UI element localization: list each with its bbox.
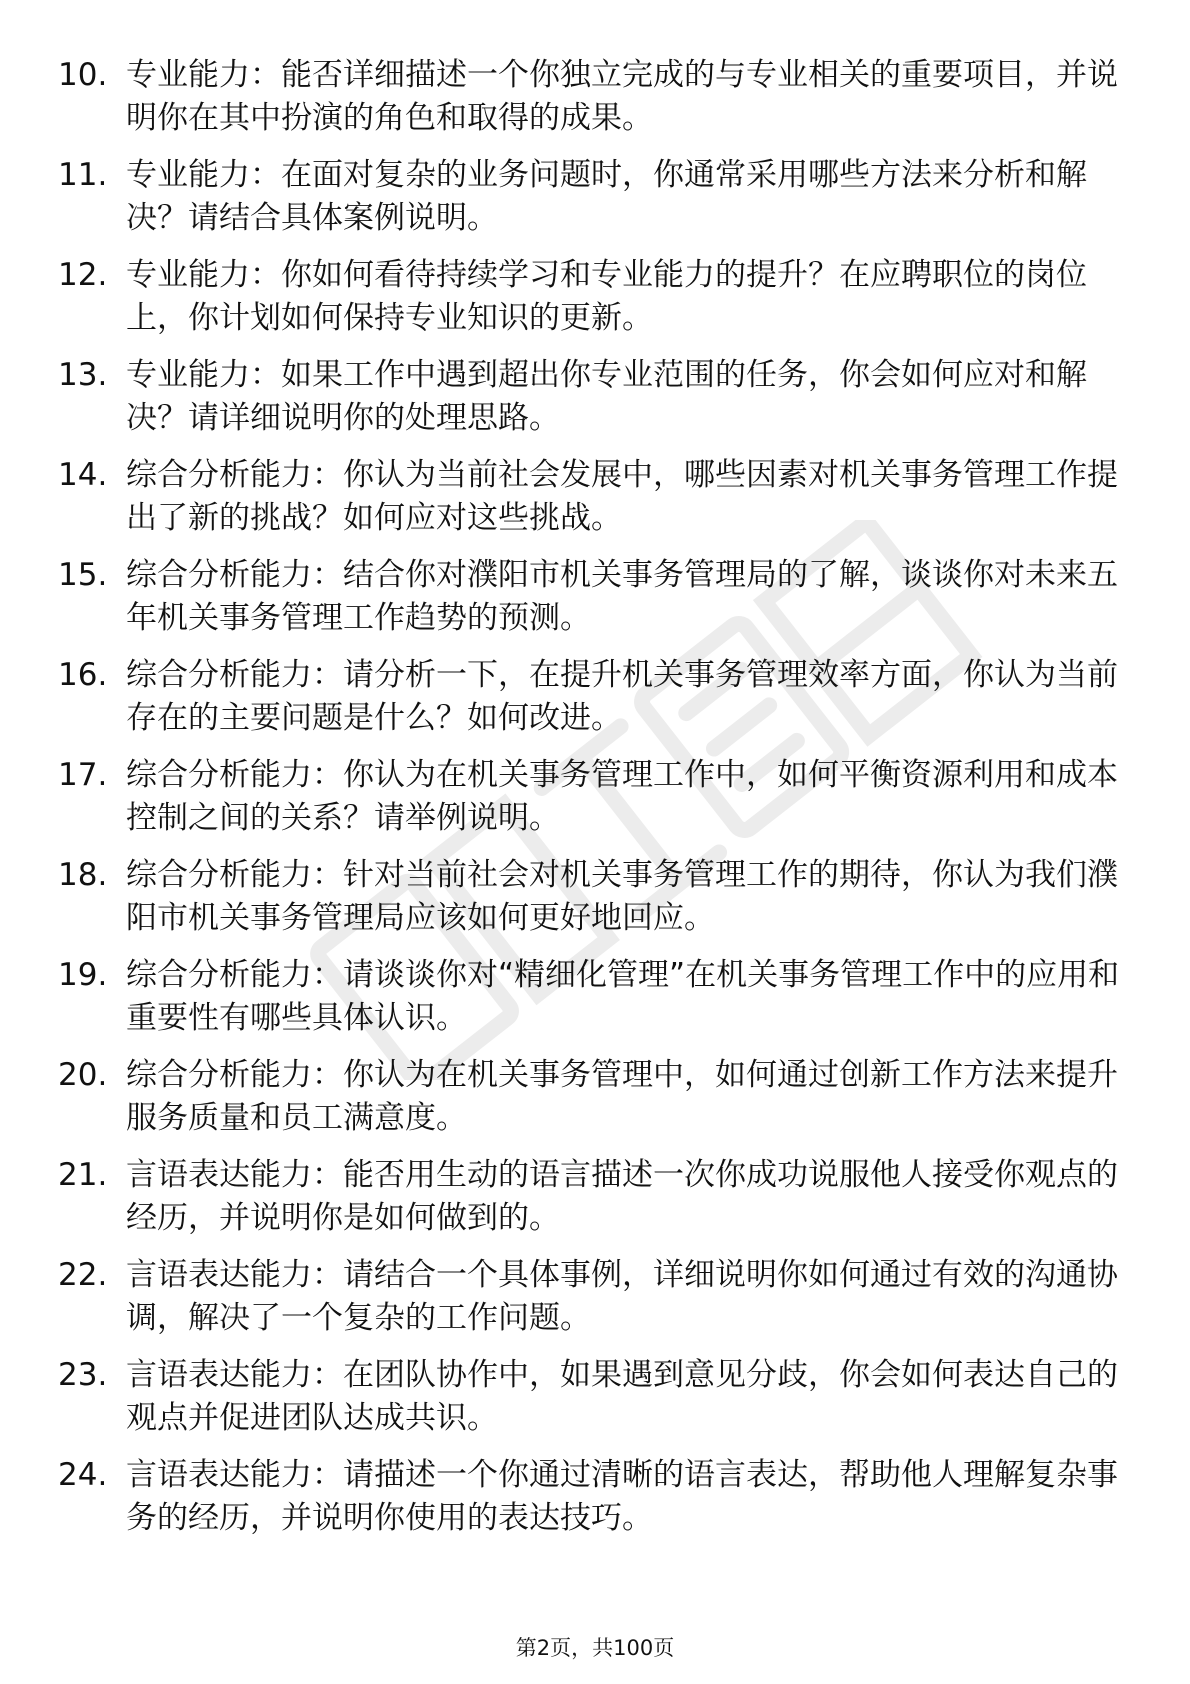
question-text: 专业能力：如果工作中遇到超出你专业范围的任务，你会如何应对和解决？请详细说明你的处理思路。	[126, 357, 1087, 436]
page-footer	[0, 1632, 1190, 1662]
question-item	[58, 954, 1126, 1040]
question-text: 综合分析能力：你认为在机关事务管理工作中，如何平衡资源利用和成本控制之间的关系？请举例说明。	[126, 757, 1118, 836]
question-number: 21.	[58, 1157, 108, 1193]
question-number: 24.	[58, 1457, 108, 1493]
page-number-label: 第2页，共100页	[515, 1636, 675, 1660]
question-text: 综合分析能力：针对当前社会对机关事务管理工作的期待，你认为我们濮阳市机关事务管理局应该如何更好地回应。	[126, 857, 1118, 936]
question-number: 15.	[58, 557, 108, 593]
question-number: 23.	[58, 1357, 108, 1393]
question-item	[58, 1354, 1126, 1440]
question-item	[58, 1154, 1126, 1240]
question-text: 言语表达能力：请结合一个具体事例，详细说明你如何通过有效的沟通协调，解决了一个复杂的工作问题。	[126, 1257, 1118, 1336]
question-text: 综合分析能力：请分析一下，在提升机关事务管理效率方面，你认为当前存在的主要问题是什么？如何改进。	[126, 657, 1118, 736]
question-item	[58, 1054, 1126, 1140]
question-number: 10.	[58, 57, 108, 93]
question-item	[58, 754, 1126, 840]
question-item	[58, 54, 1126, 140]
question-number: 17.	[58, 757, 108, 793]
question-number: 13.	[58, 357, 108, 393]
question-item	[58, 554, 1126, 640]
question-item	[58, 654, 1126, 740]
question-text: 专业能力：能否详细描述一个你独立完成的与专业相关的重要项目，并说明你在其中扮演的角色和取得的成果。	[126, 57, 1118, 136]
question-item	[58, 154, 1126, 240]
question-number: 18.	[58, 857, 108, 893]
question-number: 12.	[58, 257, 108, 293]
question-text: 综合分析能力：请谈谈你对“精细化管理”在机关事务管理工作中的应用和重要性有哪些具体认识。	[126, 957, 1120, 1036]
question-number: 11.	[58, 157, 108, 193]
question-text: 综合分析能力：你认为当前社会发展中，哪些因素对机关事务管理工作提出了新的挑战？如何应对这些挑战。	[126, 457, 1118, 536]
question-number: 19.	[58, 957, 108, 993]
question-item	[58, 1254, 1126, 1340]
question-text: 专业能力：在面对复杂的业务问题时，你通常采用哪些方法来分析和解决？请结合具体案例说明。	[126, 157, 1087, 236]
question-text: 综合分析能力：你认为在机关事务管理中，如何通过创新工作方法来提升服务质量和员工满意度。	[126, 1057, 1118, 1136]
question-number: 14.	[58, 457, 108, 493]
question-item	[58, 454, 1126, 540]
question-item	[58, 254, 1126, 340]
question-text: 言语表达能力：能否用生动的语言描述一次你成功说服他人接受你观点的经历，并说明你是如何做到的。	[126, 1157, 1118, 1236]
question-number: 20.	[58, 1057, 108, 1093]
question-text: 言语表达能力：在团队协作中，如果遇到意见分歧，你会如何表达自己的观点并促进团队达成共识。	[126, 1357, 1118, 1436]
question-text: 综合分析能力：结合你对濮阳市机关事务管理局的了解，谈谈你对未来五年机关事务管理工作趋势的预测。	[126, 557, 1118, 636]
question-number: 16.	[58, 657, 108, 693]
question-text: 言语表达能力：请描述一个你通过清晰的语言表达，帮助他人理解复杂事务的经历，并说明你使用的表达技巧。	[126, 1457, 1118, 1536]
question-list	[58, 54, 1138, 1554]
question-number: 22.	[58, 1257, 108, 1293]
question-item	[58, 1454, 1126, 1540]
question-text: 专业能力：你如何看待持续学习和专业能力的提升？在应聘职位的岗位上，你计划如何保持专业知识的更新。	[126, 257, 1087, 336]
question-item	[58, 854, 1126, 940]
question-item	[58, 354, 1126, 440]
